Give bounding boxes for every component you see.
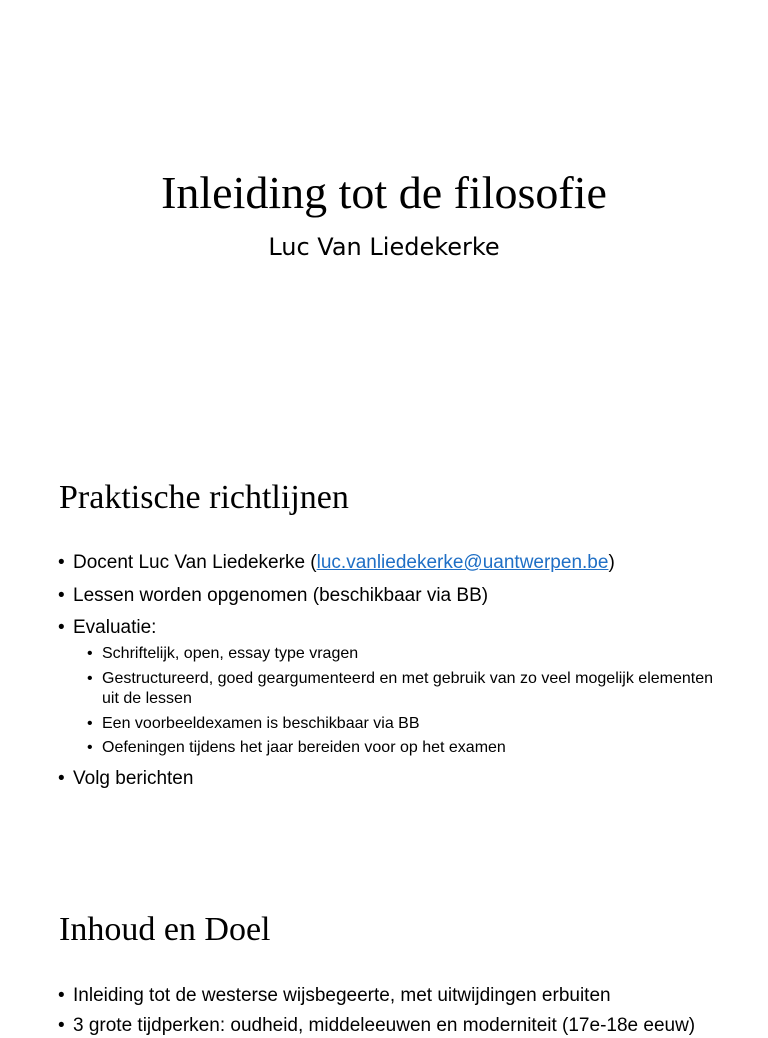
sub-bullet-schriftelijk-text: Schriftelijk, open, essay type vragen: [102, 645, 359, 662]
bullet-docent-suffix: ): [608, 552, 615, 573]
presentation-subtitle: Luc Van Liedekerke: [268, 233, 500, 261]
bullet-marker: •: [58, 985, 65, 1006]
sub-bullet-marker: •: [87, 715, 93, 732]
bullet-tijdperken: [58, 1014, 695, 1038]
bullet-evaluatie: [58, 616, 156, 640]
email-link[interactable]: luc.vanliedekerke@uantwerpen.be: [316, 552, 609, 573]
bullet-docent-text: Docent Luc Van Liedekerke (: [73, 552, 317, 573]
section-title-inhoud-en-doel: Inhoud en Doel: [59, 911, 271, 948]
section-title-praktische-richtlijnen: Praktische richtlijnen: [59, 479, 349, 516]
sub-bullet-gestructureerd-text: Gestructureerd, goed geargumenteerd en met gebruik van zo veel mogelijk elementen uit de lessen: [102, 670, 714, 707]
sub-bullet-oefeningen-text: Oefeningen tijdens het jaar bereiden voor op het examen: [102, 739, 506, 756]
sub-bullet-gestructureerd: [87, 669, 722, 709]
presentation-title: Inleiding tot de filosofie: [161, 167, 607, 218]
sub-bullet-voorbeeldexamen-text: Een voorbeeldexamen is beschikbaar via BB: [102, 715, 420, 732]
bullet-marker: •: [58, 585, 65, 606]
bullet-volg-berichten: [58, 767, 193, 791]
bullet-evaluatie-text: Evaluatie:: [73, 617, 157, 638]
sub-bullet-marker: •: [87, 670, 93, 687]
bullet-tijdperken-text: 3 grote tijdperken: oudheid, middeleeuwen en moderniteit (17e-18e eeuw): [73, 1015, 696, 1036]
bullet-marker: •: [58, 617, 65, 638]
sub-bullet-voorbeeldexamen: [87, 714, 722, 734]
bullet-inleiding: [58, 984, 611, 1008]
bullet-marker: •: [58, 552, 65, 573]
sub-bullet-oefeningen: [87, 738, 722, 758]
bullet-marker: •: [58, 768, 65, 789]
sub-bullet-schriftelijk: [87, 644, 722, 664]
bullet-marker: •: [58, 1015, 65, 1036]
bullet-docent: [58, 551, 615, 575]
bullet-inleiding-text: Inleiding tot de westerse wijsbegeerte, met uitwijdingen erbuiten: [73, 985, 611, 1006]
bullet-volg-berichten-text: Volg berichten: [73, 768, 194, 789]
sub-bullet-marker: •: [87, 645, 93, 662]
sub-bullet-marker: •: [87, 739, 93, 756]
bullet-lessen: [58, 584, 488, 608]
bullet-lessen-text: Lessen worden opgenomen (beschikbaar via BB): [73, 585, 489, 606]
